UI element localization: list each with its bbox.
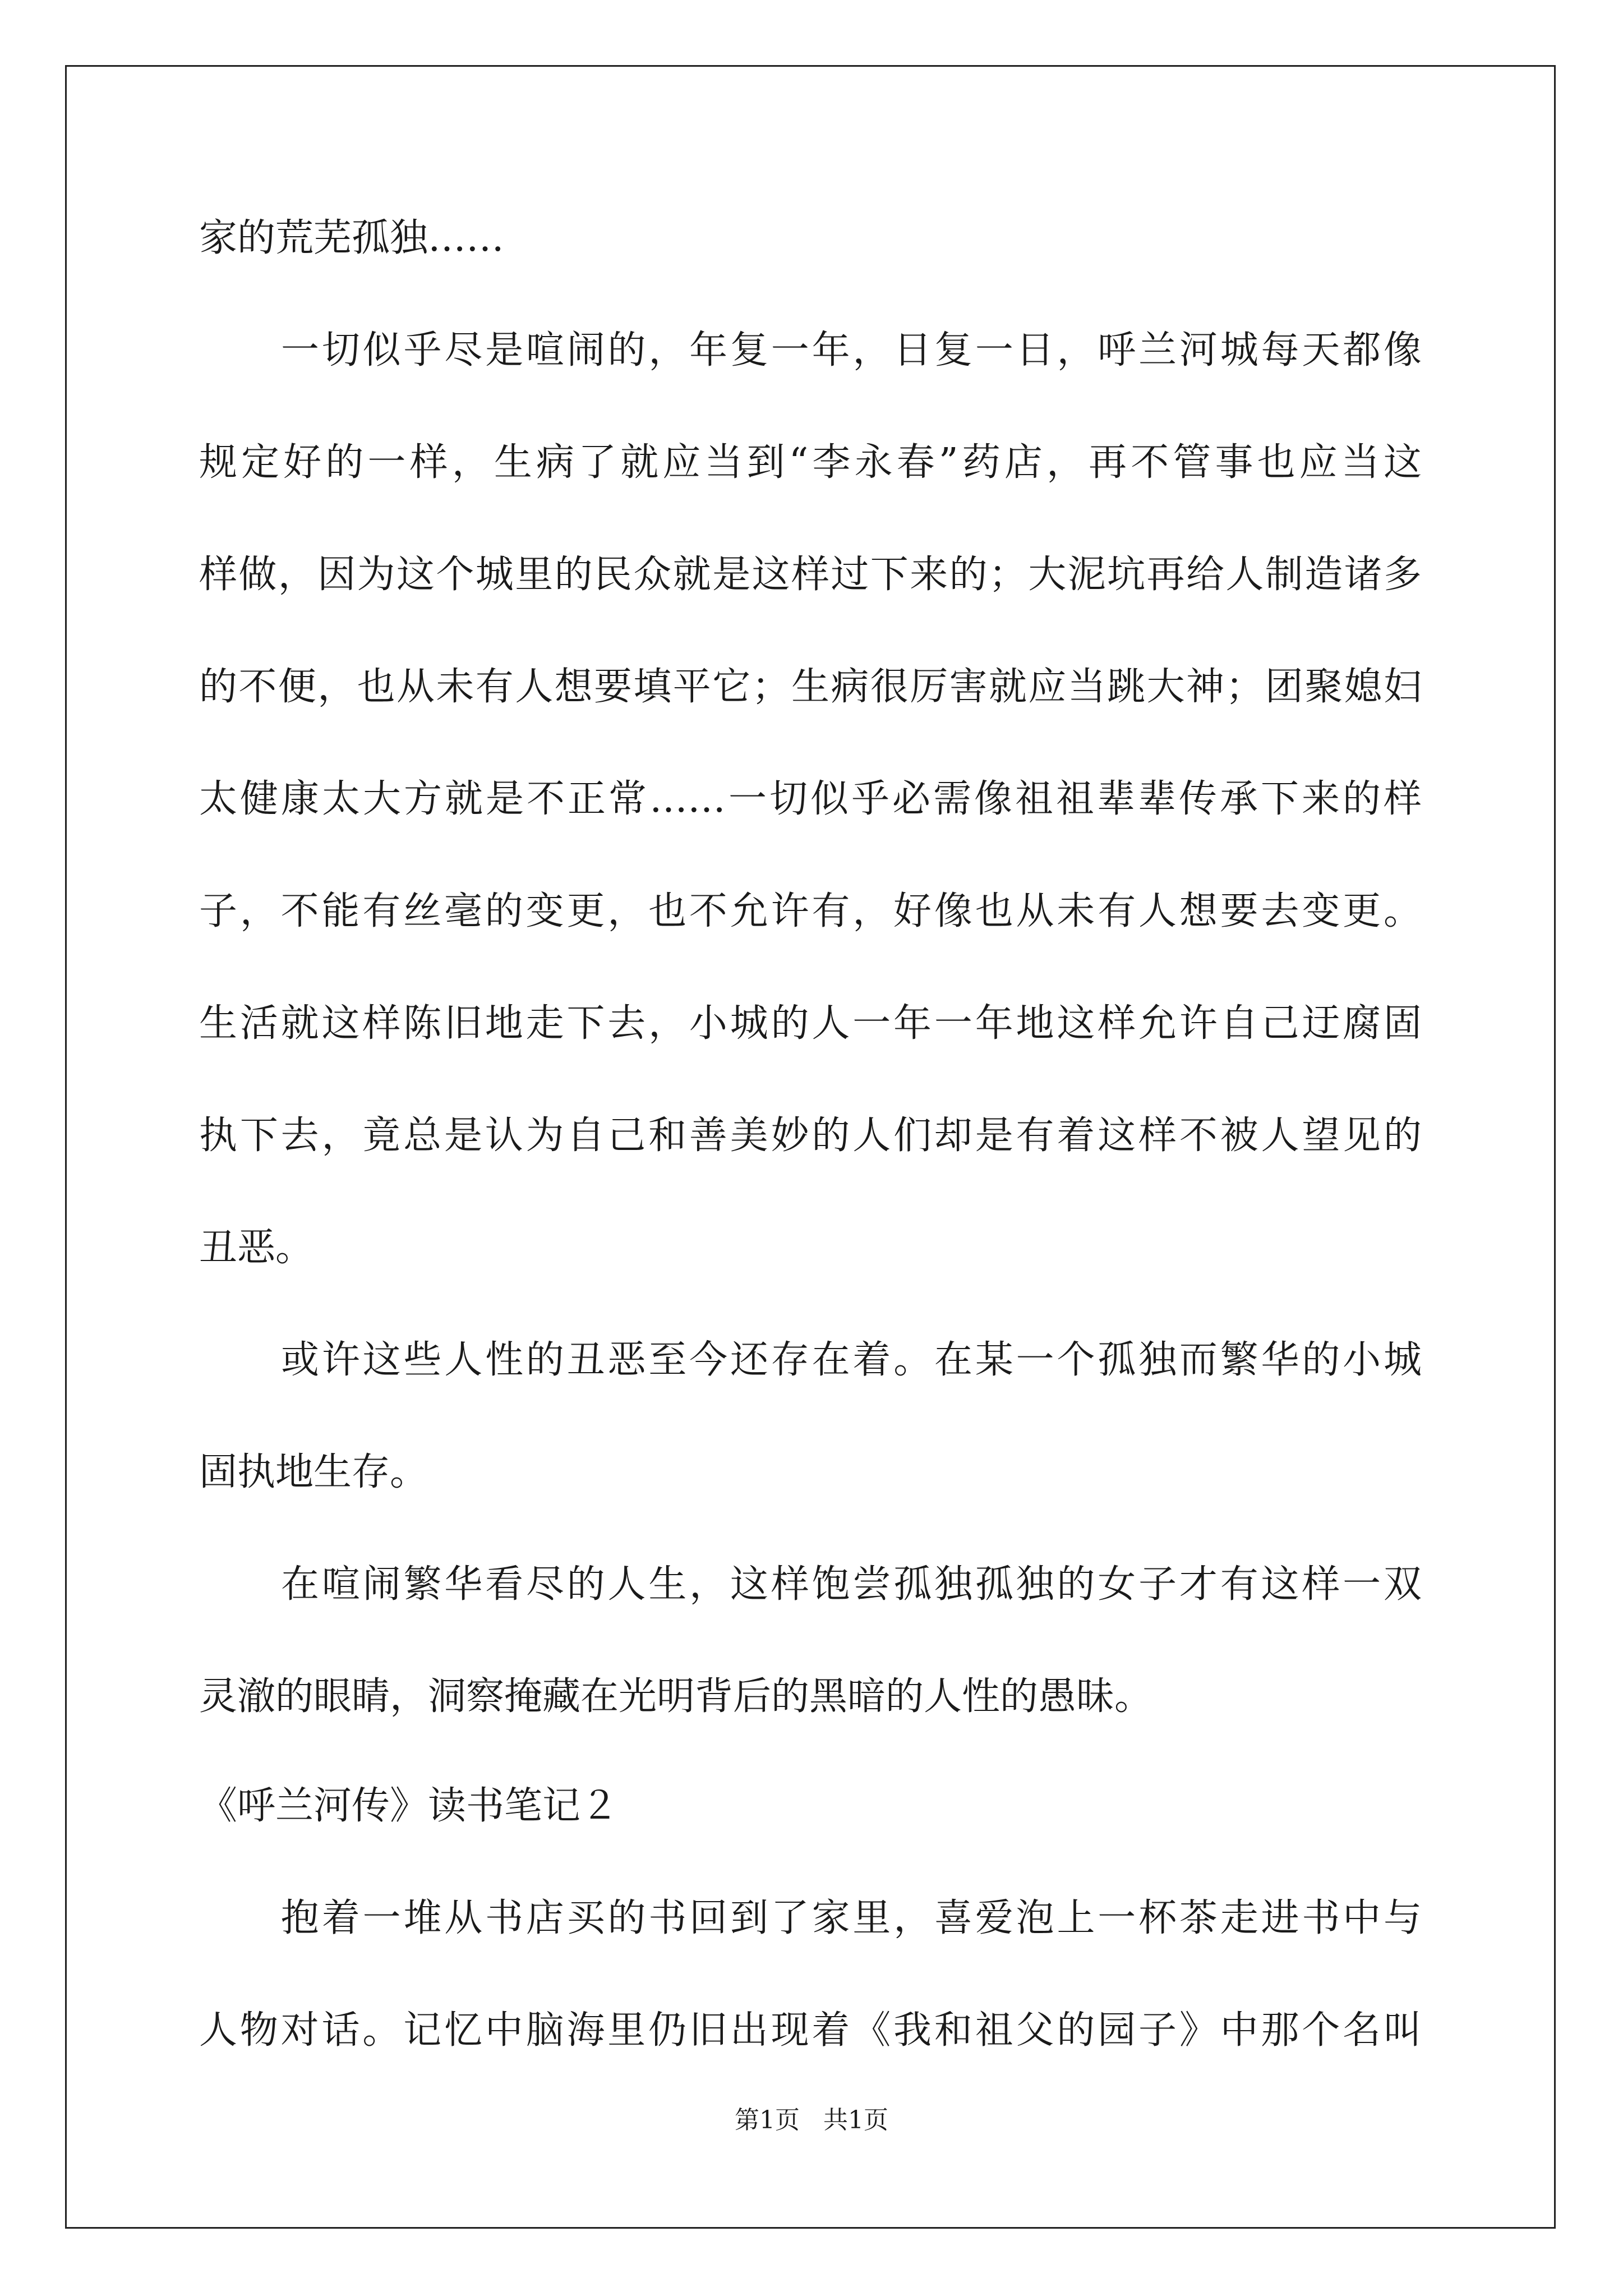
text-line: 在喧闹繁华看尽的人生，这样饱尝孤独孤独的女子才有这样一双 [281, 1562, 1422, 1607]
text-line: 规定好的一样，生病了就应当到“李永春”药店，再不管事也应当这 [199, 440, 1422, 485]
page-total: 共1页 [823, 2106, 888, 2134]
page-number: 第1页 [735, 2106, 800, 2134]
text-line: 样做，因为这个城里的民众就是这样过下来的；大泥坑再给人制造诸多 [199, 553, 1422, 597]
text-line: 灵澈的眼睛，洞察掩藏在光明背后的黑暗的人性的愚昧。 [199, 1674, 1153, 1719]
section-heading: 《呼兰河传》读书笔记２ [199, 1784, 619, 1828]
text-line: 人物对话。记忆中脑海里仍旧出现着《我和祖父的园子》中那个名叫 [199, 2008, 1422, 2053]
text-line: 家的荒芜孤独…… [199, 216, 505, 260]
text-line: 太健康太大方就是不正常……一切似乎必需像祖祖辈辈传承下来的样 [199, 777, 1422, 821]
text-line: 固执地生存。 [199, 1450, 428, 1494]
text-line: 的不便，也从未有人想要填平它；生病很厉害就应当跳大神；团聚媳妇 [199, 665, 1422, 709]
page-footer [0, 2104, 1623, 2137]
text-line: 或许这些人性的丑恶至今还存在着。在某一个孤独而繁华的小城 [281, 1338, 1422, 1382]
text-line: 子，不能有丝毫的变更，也不允许有，好像也从未有人想要去变更。 [199, 889, 1422, 933]
text-line: 执下去，竟总是认为自己和善美妙的人们却是有着这样不被人望见的 [199, 1114, 1422, 1158]
text-line: 抱着一堆从书店买的书回到了家里，喜爱泡上一杯茶走进书中与 [281, 1896, 1422, 1940]
text-line: 生活就这样陈旧地走下去，小城的人一年一年地这样允许自己迂腐固 [199, 1001, 1422, 1046]
text-line: 丑恶。 [199, 1226, 314, 1270]
text-line: 一切似乎尽是喧闹的，年复一年，日复一日，呼兰河城每天都像 [281, 328, 1422, 372]
